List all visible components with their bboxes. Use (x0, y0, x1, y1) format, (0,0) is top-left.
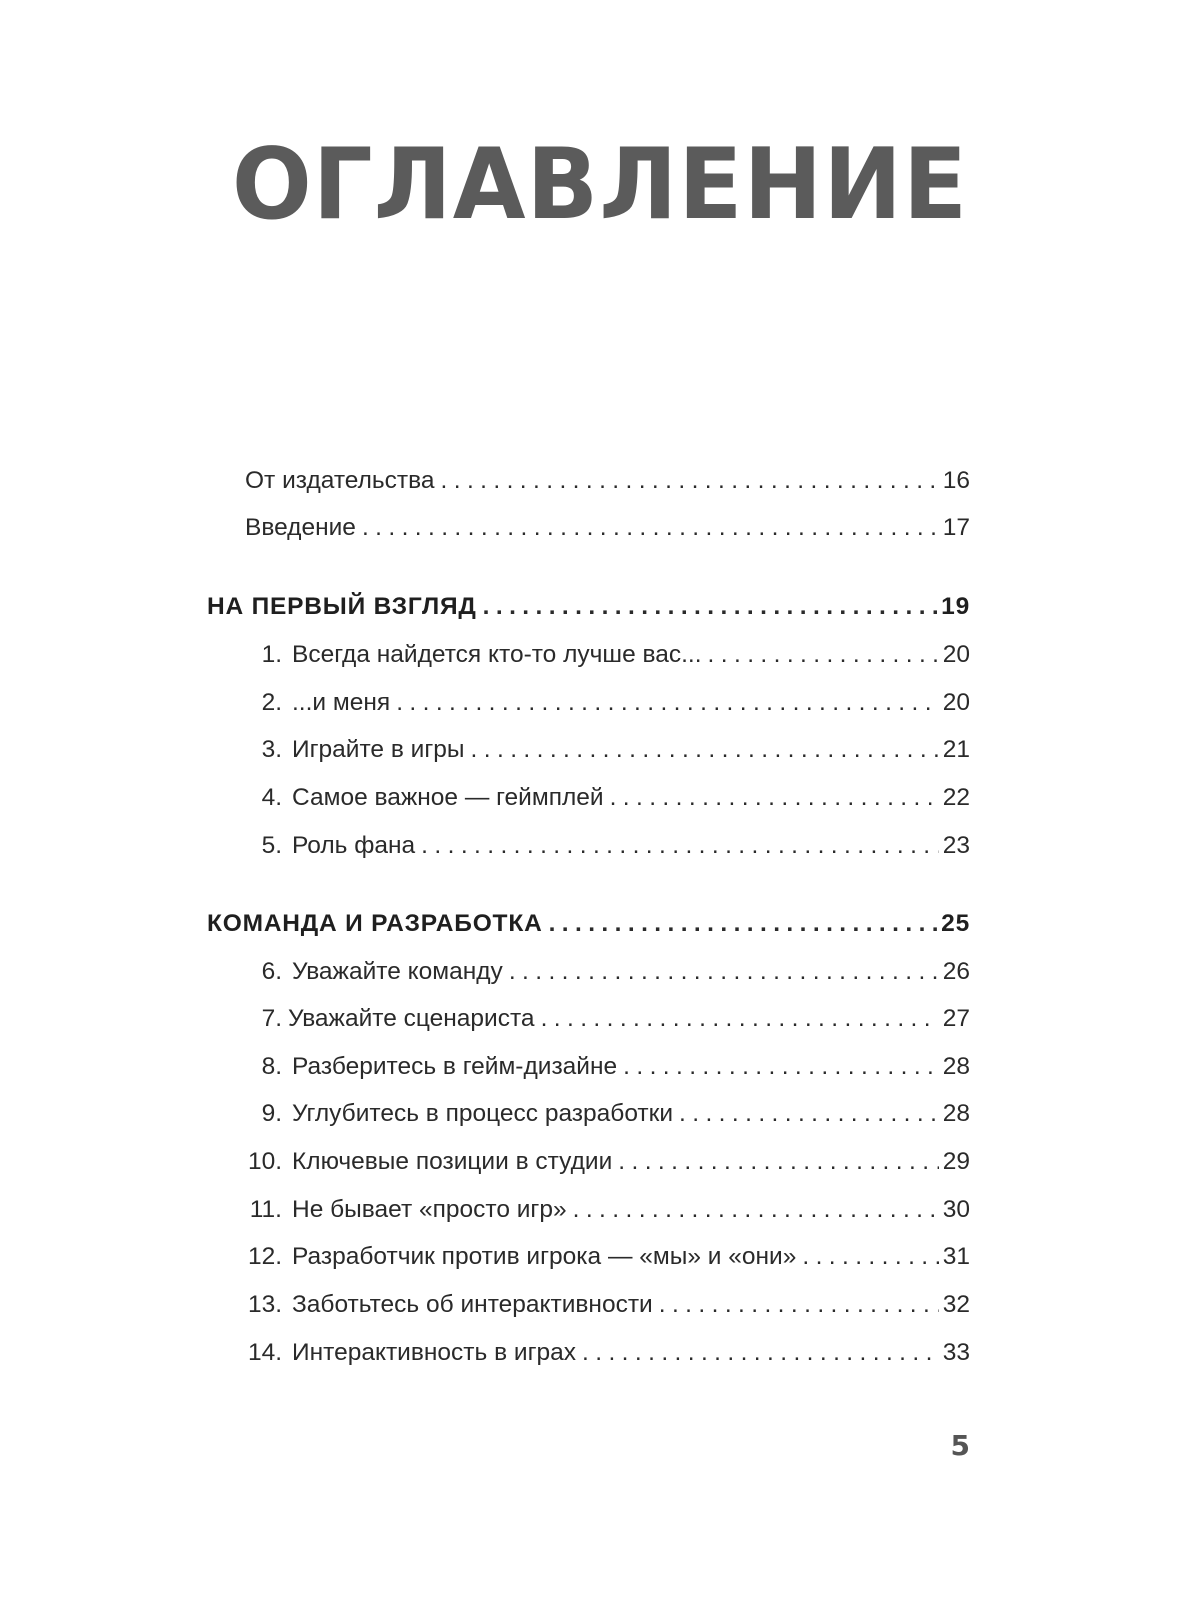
toc-chapter-page: 33 (942, 1339, 970, 1366)
dot-leader (573, 1190, 939, 1230)
toc-section-title: КОМАНДА И РАЗРАБОТКА (207, 910, 543, 937)
toc-chapter-label: Ключевые позиции в студии (292, 1148, 613, 1175)
toc-chapter-entry[interactable] (245, 635, 970, 675)
toc-chapter-label: Заботьтесь об интерактивности (292, 1291, 653, 1318)
toc-chapter-page: 20 (942, 641, 970, 668)
toc-chapter-entry[interactable] (245, 1047, 970, 1087)
dot-leader (421, 826, 939, 866)
toc-chapter-label: Разработчик против игрока — «мы» и «они» (292, 1243, 797, 1270)
toc-chapter-page: 28 (942, 1100, 970, 1127)
toc-chapter-page: 28 (942, 1053, 970, 1080)
toc-chapter-page: 31 (942, 1243, 970, 1270)
dot-leader (659, 1285, 939, 1325)
toc-chapter-entry[interactable] (245, 1285, 970, 1325)
toc-chapter-entry[interactable] (245, 1333, 970, 1373)
dot-leader (362, 508, 939, 548)
dot-leader (623, 1047, 939, 1087)
toc-chapter-entry[interactable] (245, 1142, 970, 1182)
toc-section-heading[interactable] (207, 587, 970, 627)
toc-chapter-number: 5. (261, 832, 282, 859)
toc-chapter-number: 1. (261, 641, 282, 668)
toc-chapter-label: Не бывает «просто игр» (292, 1196, 567, 1223)
toc-chapter-entry[interactable] (245, 778, 970, 818)
toc-chapter-number: 14. (247, 1339, 282, 1366)
dot-leader (802, 1237, 938, 1277)
toc-chapter-number: 4. (261, 784, 282, 811)
dot-leader (441, 461, 939, 501)
toc-chapter-page: 29 (942, 1148, 970, 1175)
toc-chapter-page: 21 (942, 736, 970, 763)
toc-chapter-label: ...и меня (292, 689, 391, 716)
toc-section-page: 19 (941, 593, 970, 620)
toc-chapter-number: 10. (247, 1148, 282, 1175)
toc-chapter-label: Всегда найдется кто-то лучше вас... (292, 641, 702, 668)
toc-chapter-number: 7. (261, 1005, 282, 1032)
toc-chapter-number: 11. (249, 1196, 282, 1223)
toc-entry-label: От издательства (245, 467, 435, 494)
toc-chapter-entry[interactable] (245, 683, 970, 723)
toc-chapter-label: Самое важное — геймплей (292, 784, 604, 811)
dot-leader (483, 587, 938, 627)
dot-leader (610, 778, 939, 818)
toc-section-page: 25 (941, 910, 970, 937)
toc-chapter-entry[interactable] (245, 730, 970, 770)
toc-chapter-page: 32 (942, 1291, 970, 1318)
toc-chapter-label: Играйте в игры (292, 736, 465, 763)
toc-chapter-page: 23 (942, 832, 970, 859)
dot-leader (708, 635, 939, 675)
toc-chapter-number: 9. (261, 1100, 282, 1127)
toc-chapter-entry[interactable] (245, 1237, 970, 1277)
toc-chapter-number: 3. (261, 736, 282, 763)
dot-leader (618, 1142, 938, 1182)
toc-chapter-label: Уважайте команду (292, 958, 503, 985)
toc-chapter-label: Разберитесь в гейм-дизайне (292, 1053, 618, 1080)
toc-chapter-page: 26 (942, 958, 970, 985)
page-number: 5 (950, 1429, 970, 1462)
toc-chapter-entry[interactable] (245, 1094, 970, 1134)
toc-chapter-number: 6. (261, 958, 282, 985)
toc-entry-label: Введение (245, 514, 356, 541)
toc-chapter-page: 27 (942, 1005, 970, 1032)
dot-leader (582, 1333, 939, 1373)
toc-chapter-page: 20 (942, 689, 970, 716)
dot-leader (549, 904, 938, 944)
toc-chapter-number: 8. (261, 1053, 282, 1080)
dot-leader (541, 999, 939, 1039)
toc-chapter-number: 2. (261, 689, 282, 716)
toc-chapter-number: 13. (247, 1291, 282, 1318)
toc-chapter-label: Углубитесь в процесс разработки (292, 1100, 674, 1127)
toc-section-title: НА ПЕРВЫЙ ВЗГЛЯД (207, 593, 477, 620)
toc-entry-front-matter[interactable] (245, 461, 970, 501)
toc-chapter-page: 22 (942, 784, 970, 811)
toc-entry-front-matter[interactable] (245, 508, 970, 548)
toc-chapter-page: 30 (942, 1196, 970, 1223)
toc-chapter-label: Роль фана (292, 832, 416, 859)
dot-leader (509, 952, 939, 992)
toc-chapter-entry[interactable] (245, 1190, 970, 1230)
dot-leader (471, 730, 939, 770)
toc-section-heading[interactable] (207, 904, 970, 944)
toc-entry-page: 16 (942, 467, 970, 494)
dot-leader (679, 1094, 939, 1134)
toc-chapter-entry[interactable] (245, 826, 970, 866)
dot-leader (396, 683, 939, 723)
toc-chapter-number: 12. (247, 1243, 282, 1270)
toc-entry-page: 17 (942, 514, 970, 541)
toc-chapter-label: Интерактивность в играх (292, 1339, 577, 1366)
toc-chapter-label: Уважайте сценариста (288, 1005, 535, 1032)
page-title: ОГЛАВЛЕНИЕ (231, 128, 969, 242)
toc-chapter-entry[interactable] (245, 952, 970, 992)
toc-chapter-entry[interactable] (245, 999, 970, 1039)
